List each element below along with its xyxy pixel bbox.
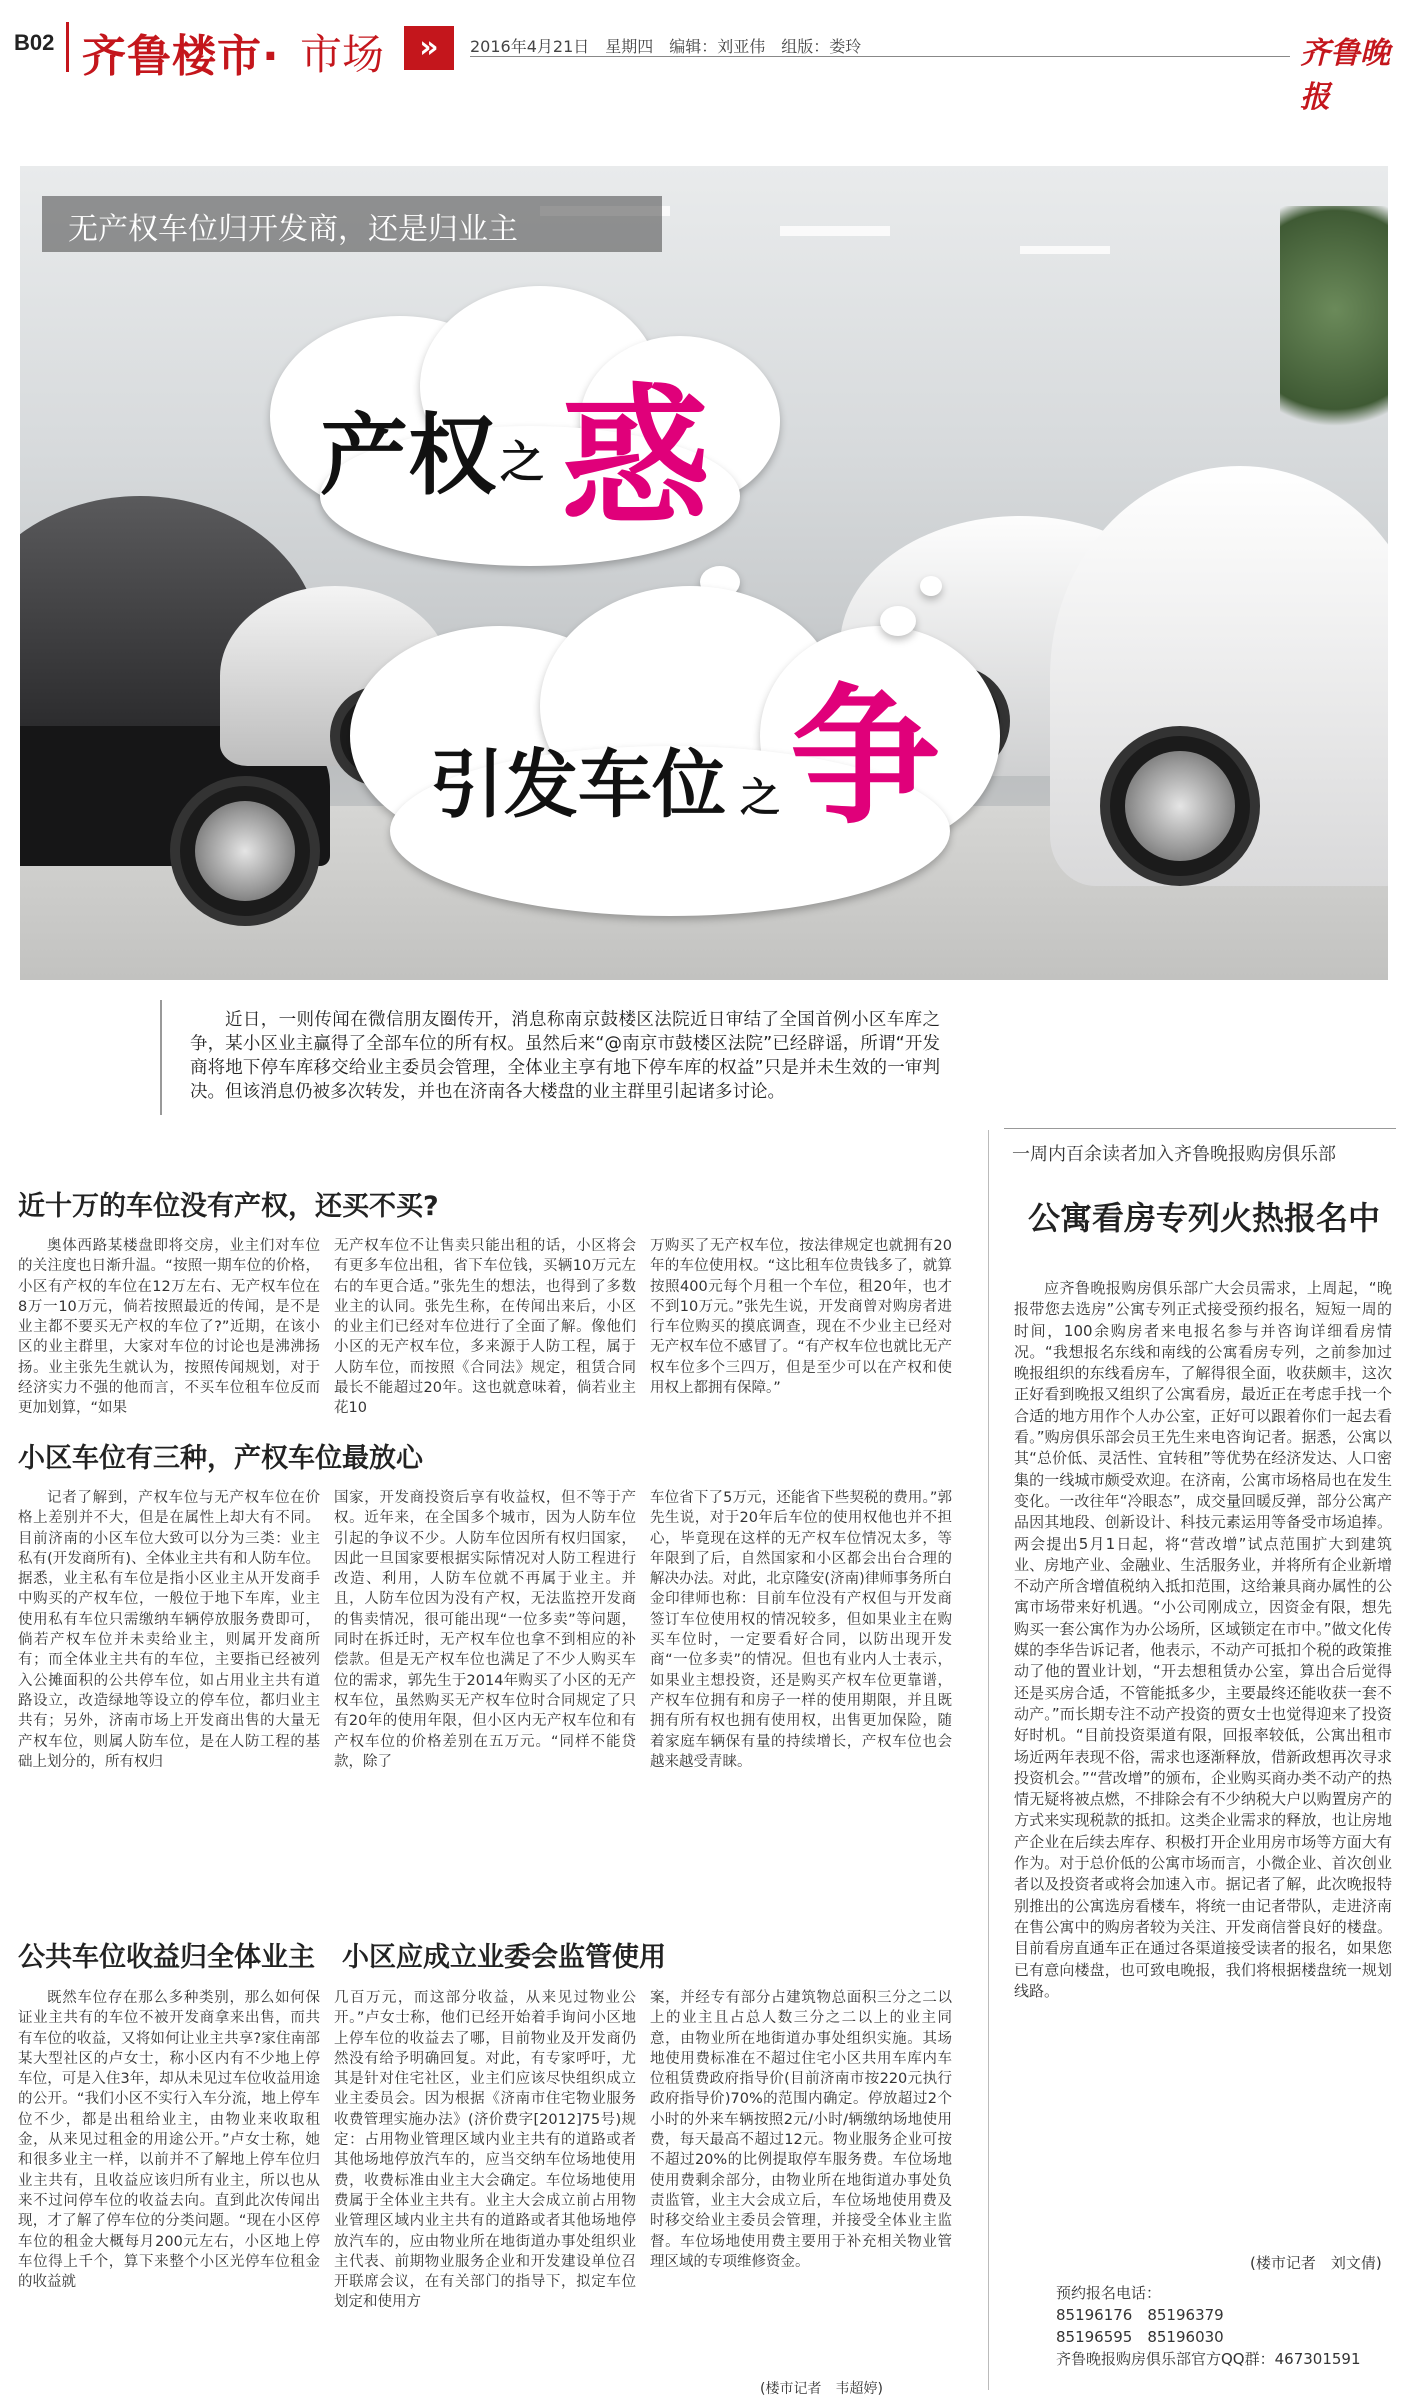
sidebar-rule [1004,1128,1396,1129]
cloud1-text-c: 惑 [560,371,711,545]
cloud2-text-a: 引发车位 [430,742,726,828]
lead-paragraph [190,1008,940,1104]
cloud1-text-a: 产权 [320,404,497,507]
section-subtitle: 市场 [300,30,385,79]
s1-column-1: 奥体西路某楼盘即将交房，业主们对车位的关注度也日渐升温。“按照一期车位的价格，小区有产权的车位在12万左右、无产权车位在8万一10万元，倘若按照最近的传闻，是不是业主都不要买无产权的车位了?”近期，在该小区的业主群里，大家对车位的讨论也是沸沸扬扬。业主张先生就认为，按照传闻规划，对于经济实力不强的他而言，不买车位租车位反而更加划算，“如果 [18,1238,320,1417]
column-divider [988,1130,989,2390]
s2-column-3: 车位省下了5万元，还能省下些契税的费用。”郭先生说，对于20年后车位的使用权他也并不担心，毕竟现在这样的无产权车位情况太多，等年限到了后，自然国家和小区都会出台合理的解决办法。对此，北京隆安(济南)律师事务所白金印律师也称：目前车位没有产权但与开发商签订车位使用权的情况较多，但如果业主在购买车位时，一定要看好合同，以防出现开发商“一位多卖”的情况。但也有业内人士表示，如果业主想投资，还是购买产权车位更靠谱，产权车位拥有和房子一样的使用期限，并且既拥有所有权也拥有使用权，出售更加保险，随着家庭车辆保有量的持续增长，产权车位也会越来越受青睐。 [650,1490,952,1770]
s3-column-2: 几百万元，而这部分收益，从来见过物业公开。”卢女士称，他们已经开始着手询问小区地上停车位的收益去了哪，目前物业及开发商仍然没有给予明确回复。对此，有专家呼吁，尤其是针对住宅社区，业主们应该尽快组织成立业主委员会。因为根据《济南市住宅物业服务收费管理实施办法》(济价费字[2012]75号)规定：占用物业管理区域内业主共有的道路或者其他场地停放汽车的，应当交纳车位场地使用费，收费标准由业主大会确定。车位场地使用费属于全体业主共有。业主大会成立前占用物业管理区域内业主共有的道路或者其他场地停放汽车的，应由物业所在地街道办事处组织业主代表、前期物业服务企业和开发建设单位召开联席会议，在有关部门的指导下，拟定车位划定和使用方 [334,1990,636,2311]
phone-label: 预约报名电话： [1056,2284,1162,2302]
s1-column-2: 无产权车位不让售卖只能出租的话，小区将会有更多车位出租，省下车位钱，买辆10万元左右的车更合适。”张先生的想法，也得到了多数业主的认同。张先生称，在传闻出来后，小区的业主们已经对车位进行了全面了解。像他们小区的无产权车位，多来源于人防工程，属于人防车位，而按照《合同法》规定，租赁合同最长不能超过20年。这也就意味着，倘若业主花10 [334,1238,636,1417]
hero-kicker-text: 无产权车位归开发商，还是归业主 [68,212,518,247]
sidebar-body: 应齐鲁晚报购房俱乐部广大会员需求，上周起，“晚报带您去选房”公寓专列正式接受预约报名，短短一周的时间，100余购房者来电报名参与并咨询详细看房情况。“我想报名东线和南线的公寓看房专列，之前参加过晚报组织的东线看房车，了解得很全面，收获颇丰，这次正好看到晚报又组织了公寓看房，最近正在考虑手找一个合适的地方用作个人办公室，正好可以跟着你们一起去看看。”购房俱乐部会员王先生来电咨询记者。据悉，公寓以其“总价低、灵活性、宜转租”等优势在经济发达、人口密集的一线城市颇受欢迎。在济南，公寓市场格局也在发生变化。一改往年“冷眼态”，成交量回暖反弹，部分公寓产品因其地段、创新设计、科技元素运用等备受市场追捧。两会提出5月1日起，将“营改增”试点范围扩大到建筑业、房地产业、金融业、生活服务业，并将所有企业新增不动产所含增值税纳入抵扣范围，这给兼具商办属性的公寓市场带来好机遇。“小公司刚成立，因资金有限，想先购买一套公寓作为办公场所，区域锁定在市中。”做文化传媒的李华告诉记者，他表示，不动产可抵扣个税的政策推动了他的置业计划，“开去想租赁办公室，算出合后觉得还是买房合适，不管能抵多少，主要最终还能收获一套不动产。”而长期专注不动产投资的贾女士也觉得迎来了投资好时机。“目前投资渠道有限，回报率较低，公寓出租市场近两年表现不俗，需求也逐渐释放，借新政想再次寻求投资机会。”“营改增”的颁布，企业购买商办类不动产的热情无疑将被点燃，不排除会有不少纳税大户以购置房产的方式来实现税款的抵扣。这类企业需求的释放，也让房地产企业在后续去库存、积极打开企业用房市场等方面大有作为。对于总价低的公寓市场而言，小微企业、首次创业者以及投资者或将会加速入市。据记者了解，此次晚报特别推出的公寓选房看楼车，将统一由记者带队，走进济南在售公寓中的购房者较为关注、开发商信誉良好的楼盘。目前看房直通车正在通过各渠道接受读者的报名，如果您已有意向楼盘，也可致电晚报，我们将根据楼盘统一规划线路。 [1014,1279,1392,2000]
car-rim [1125,751,1235,861]
section-brand: 齐鲁楼市· [82,31,280,82]
chevron-icon: » [404,26,454,70]
lead-text: 近日，一则传闻在微信朋友圈传开，消息称南京鼓楼区法院近日审结了全国首例小区车库之争，某小区业主赢得了全部车位的所有权。虽然后来“@南京市鼓楼区法院”已经辟谣，所谓“开发商将地下停车库移交给业主委员会管理，全体业主享有地下停车库的权益”只是并未生效的一审判决。但该消息仍被多次转发，并也在济南各大楼盘的业主群里引起诸多讨论。 [190,1010,940,1102]
sidebar-byline: (楼市记者 刘文倩) [1250,2254,1382,2272]
car-rim [195,801,295,901]
header-divider [66,22,69,72]
section-heading-2: 小区车位有三种，产权车位最放心 [18,1443,423,1474]
cloud2-text-c: 争 [790,671,941,845]
masthead-logo: 齐鲁晚报 [1300,36,1390,115]
plant [1280,206,1388,466]
ceiling-light [780,226,890,236]
s3-column-1: 既然车位存在那么多种类别，那么如何保证业主共有的车位不被开发商拿来出售，而共有车位的收益，又将如何让业主共享?家住南部某大型社区的卢女士，称小区内有不少地上停车位，可是入住3年，却从未见过车位收益用途的公开。“我们小区不实行入车分流，地上停车位不少，都是出租给业主，由物业来收取租金，从来见过租金的用途公开。”卢女士称，她和很多业主一样，以前并不了解地上停车位归业主共有，且收益应该归所有业主，所以也从来不过问停车位的收益去向。直到此次传闻出现，才了解了停车位的分类问题。“现在小区停车位的租金大概每月200元左右，小区地上停车位得上千个，算下来整个小区光停车位租金的收益就 [18,1990,320,2291]
sidebar-title: 公寓看房专列火热报名中 [1028,1199,1381,1237]
s1-column-3: 万购买了无产权车位，按法律规定也就拥有20年的车位使用权。“这比租车位贵钱多了，就算按照400元每个月租一个车位，租20年，也才不到10万元。”张先生说，开发商曾对购房者进行车位购买的摸底调查，现在不少业主已经对无产权车位不感冒了。“有产权车位也就比无产权车位多个三四万，但是至少可以在产权和使用权上都拥有保障。” [650,1238,952,1397]
hero-photo [20,166,1388,980]
header-rule [470,56,1290,57]
page-number: B02 [14,30,55,55]
phone-numbers-2: 85196595 85196030 [1056,2328,1224,2346]
s2-column-2: 国家，开发商投资后享有收益权，但不等于产权。近年来，在全国多个城市，因为人防车位引起的争议不少。人防车位因所有权归国家，因此一旦国家要根据实际情况对人防工程进行改造、利用，人防车位就不再属于业主。并且，人防车位因为没有产权，无法监控开发商的售卖情况，很可能出现“一位多卖”等问题，同时在拆迁时，无产权车位也拿不到相应的补偿款。但是无产权车位也满足了不少人购买车位的需求，郭先生于2014年购买了小区的无产权车位，虽然购买无产权车位时合同规定了只有20年的使用年限，但小区内无产权车位和有产权车位的价格差别在五万元。“同样不能贷款，除了 [334,1490,636,1770]
sidebar-kicker: 一周内百余读者加入齐鲁晚报购房俱乐部 [1012,1144,1336,1165]
qq-group: 齐鲁晚报购房俱乐部官方QQ群：467301591 [1056,2350,1361,2368]
cloud1-text-b: 之 [500,437,544,488]
cloud2-text-b: 之 [740,775,780,821]
hero-kicker [42,196,662,252]
dateline: 2016年4月21日 星期四 编辑：刘亚伟 组版：娄玲 [470,37,862,56]
s3-byline: (楼市记者 韦超婷) [760,2381,883,2397]
section-heading-1: 近十万的车位没有产权，还买不买? [18,1191,439,1222]
s2-column-1: 记者了解到，产权车位与无产权车位在价格上差别并不大，但是在属性上却大有不同。目前济南的小区车位大致可以分为三类：业主私有(开发商所有)、全体业主共有和人防车位。据悉，业主私有车位是指小区业主从开发商手中购买的产权车位，一般位于地下车库，业主使用私有车位只需缴纳车辆停放服务费即可，倘若产权车位并未卖给业主，则属开发商所有；而全体业主共有的车位，主要指已经被列入公摊面积的公共停车位，如占用业主共有道路设立，改造绿地等设立的停车位，都归业主共有；另外，济南市场上开发商出售的大量无产权车位，则属人防车位，是在人防工程的基础上划分的，所有权归 [18,1490,320,1770]
page-header [0,0,1409,115]
phone-numbers-1: 85196176 85196379 [1056,2306,1224,2324]
s3-column-3: 案，并经专有部分占建筑物总面积三分之二以上的业主且占总人数三分之二以上的业主同意，由物业所在地街道办事处组织实施。其场地使用费标准在不超过住宅小区共用车库内车位租赁费政府指导价(目前济南市按220元执行政府指导价)70%的范围内确定。停放超过2个小时的外来车辆按照2元/小时/辆缴纳场地使用费，每天最高不超过12元。物业服务企业可按不超过20%的比例提取停车服务费。车位场地使用费剩余部分，由物业所在地街道办事处负责监管，业主大会成立后，车位场地使用费及时移交给业主委员会管理，并接受全体业主监督。车位场地使用费主要用于补充相关物业管理区域的专项维修资金。 [650,1990,952,2270]
ceiling-light [1020,246,1110,254]
section-heading-3: 公共车位收益归全体业主 小区应成立业委会监管使用 [18,1942,666,1973]
